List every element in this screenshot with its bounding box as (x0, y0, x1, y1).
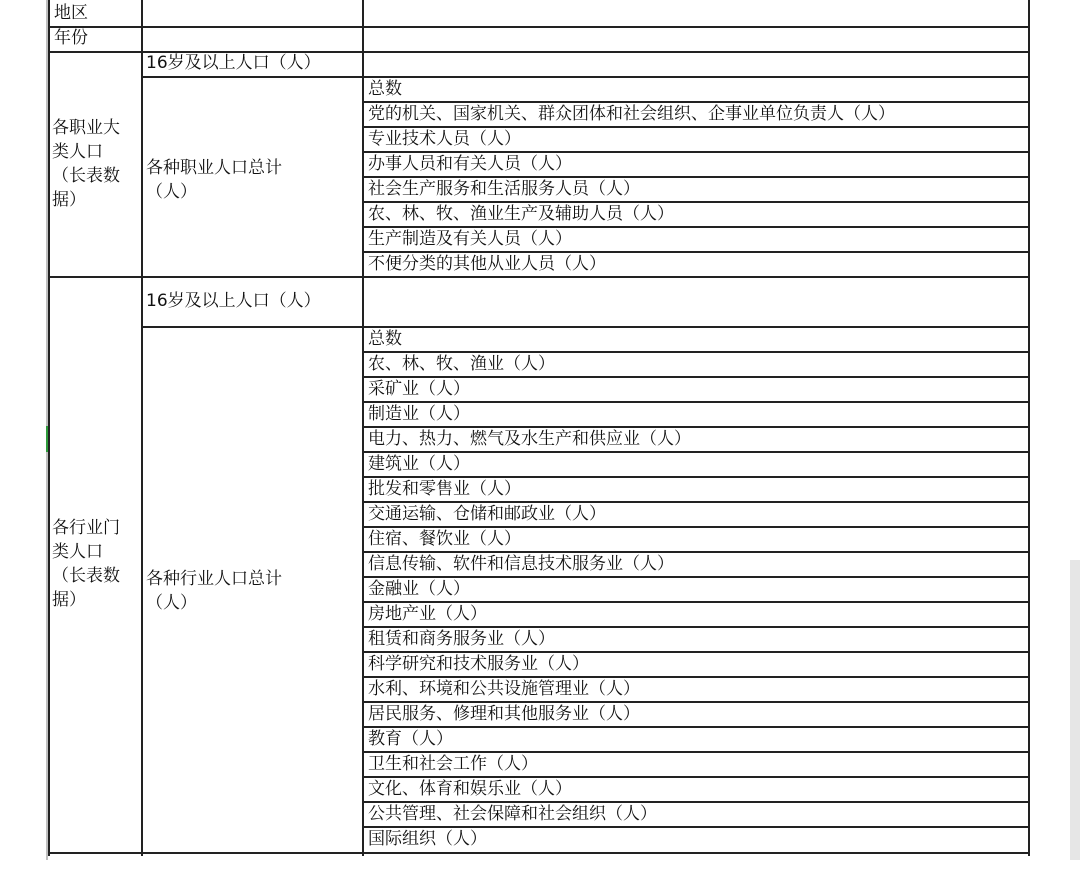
group-label-line: 据） (52, 190, 86, 210)
industry-item-cell[interactable]: 科学研究和技术服务业（人） (368, 654, 589, 674)
industry-item-cell[interactable]: 交通运输、仓储和邮政业（人） (368, 504, 606, 524)
industry-item-cell[interactable]: 租赁和商务服务业（人） (368, 629, 555, 649)
occupation-item-cell[interactable]: 党的机关、国家机关、群众团体和社会组织、企事业单位负责人（人） (368, 104, 895, 124)
industry-item-cell[interactable]: 住宿、餐饮业（人） (368, 529, 521, 549)
group-label-line: 各行业门 (52, 518, 120, 538)
grid-hline (48, 26, 1030, 28)
industry-item-cell[interactable]: 总数 (368, 329, 402, 349)
group-label-line: 据） (52, 590, 86, 610)
industry-item-cell[interactable]: 批发和零售业（人） (368, 479, 521, 499)
year-label-cell[interactable]: 年份 (54, 28, 88, 48)
industry-item-cell[interactable]: 水利、环境和公共设施管理业（人） (368, 679, 640, 699)
vertical-scrollbar[interactable] (1070, 560, 1080, 860)
total-label-line: 各种职业人口总计 (146, 158, 282, 178)
occupation-pop16-cell[interactable]: 16岁及以上人口（人） (146, 53, 321, 73)
group-label-line: 类人口 (52, 142, 103, 162)
occupation-item-cell[interactable]: 总数 (368, 79, 402, 99)
grid-vline-a (48, 0, 50, 856)
industry-item-cell[interactable]: 金融业（人） (368, 579, 470, 599)
industry-item-cell[interactable]: 建筑业（人） (368, 454, 470, 474)
occupation-item-cell[interactable]: 不便分类的其他从业人员（人） (368, 254, 606, 274)
industry-item-cell[interactable]: 卫生和社会工作（人） (368, 754, 538, 774)
total-label-line: 各种行业人口总计 (146, 569, 282, 589)
region-label-cell[interactable]: 地区 (54, 3, 88, 23)
grid-hline-group-divider (48, 276, 1030, 278)
industry-group-label-cell[interactable] (52, 516, 120, 612)
grid-vline-b (141, 0, 143, 856)
industry-item-cell[interactable]: 房地产业（人） (368, 604, 487, 624)
group-label-line: 类人口 (52, 542, 103, 562)
occupation-item-cell[interactable]: 社会生产服务和生活服务人员（人） (368, 179, 640, 199)
industry-item-cell[interactable]: 公共管理、社会保障和社会组织（人） (368, 804, 657, 824)
occupation-total-label-cell[interactable] (146, 156, 282, 204)
grid-hline (141, 76, 1030, 78)
total-label-line: （人） (146, 593, 197, 613)
occupation-group-label-cell[interactable] (52, 116, 120, 212)
occupation-item-cell[interactable]: 办事人员和有关人员（人） (368, 154, 572, 174)
industry-item-cell[interactable]: 文化、体育和娱乐业（人） (368, 779, 572, 799)
total-label-line: （人） (146, 182, 197, 202)
industry-item-cell[interactable]: 信息传输、软件和信息技术服务业（人） (368, 554, 674, 574)
occupation-item-cell[interactable]: 专业技术人员（人） (368, 129, 521, 149)
grid-hline (141, 326, 1030, 328)
industry-item-cell[interactable]: 农、林、牧、渔业（人） (368, 354, 555, 374)
industry-item-cell[interactable]: 教育（人） (368, 729, 453, 749)
group-label-line: （长表数 (52, 566, 120, 586)
industry-total-label-cell[interactable] (146, 567, 282, 615)
group-label-line: （长表数 (52, 166, 120, 186)
industry-item-cell[interactable]: 居民服务、修理和其他服务业（人） (368, 704, 640, 724)
group-label-line: 各职业大 (52, 118, 120, 138)
occupation-item-cell[interactable]: 生产制造及有关人员（人） (368, 229, 572, 249)
occupation-item-cell[interactable]: 农、林、牧、渔业生产及辅助人员（人） (368, 204, 674, 224)
industry-item-cell[interactable]: 电力、热力、燃气及水生产和供应业（人） (368, 429, 691, 449)
industry-item-cell[interactable]: 制造业（人） (368, 404, 470, 424)
industry-pop16-cell[interactable]: 16岁及以上人口（人） (146, 291, 321, 311)
industry-item-cell[interactable]: 采矿业（人） (368, 379, 470, 399)
industry-item-cell[interactable]: 国际组织（人） (368, 829, 487, 849)
